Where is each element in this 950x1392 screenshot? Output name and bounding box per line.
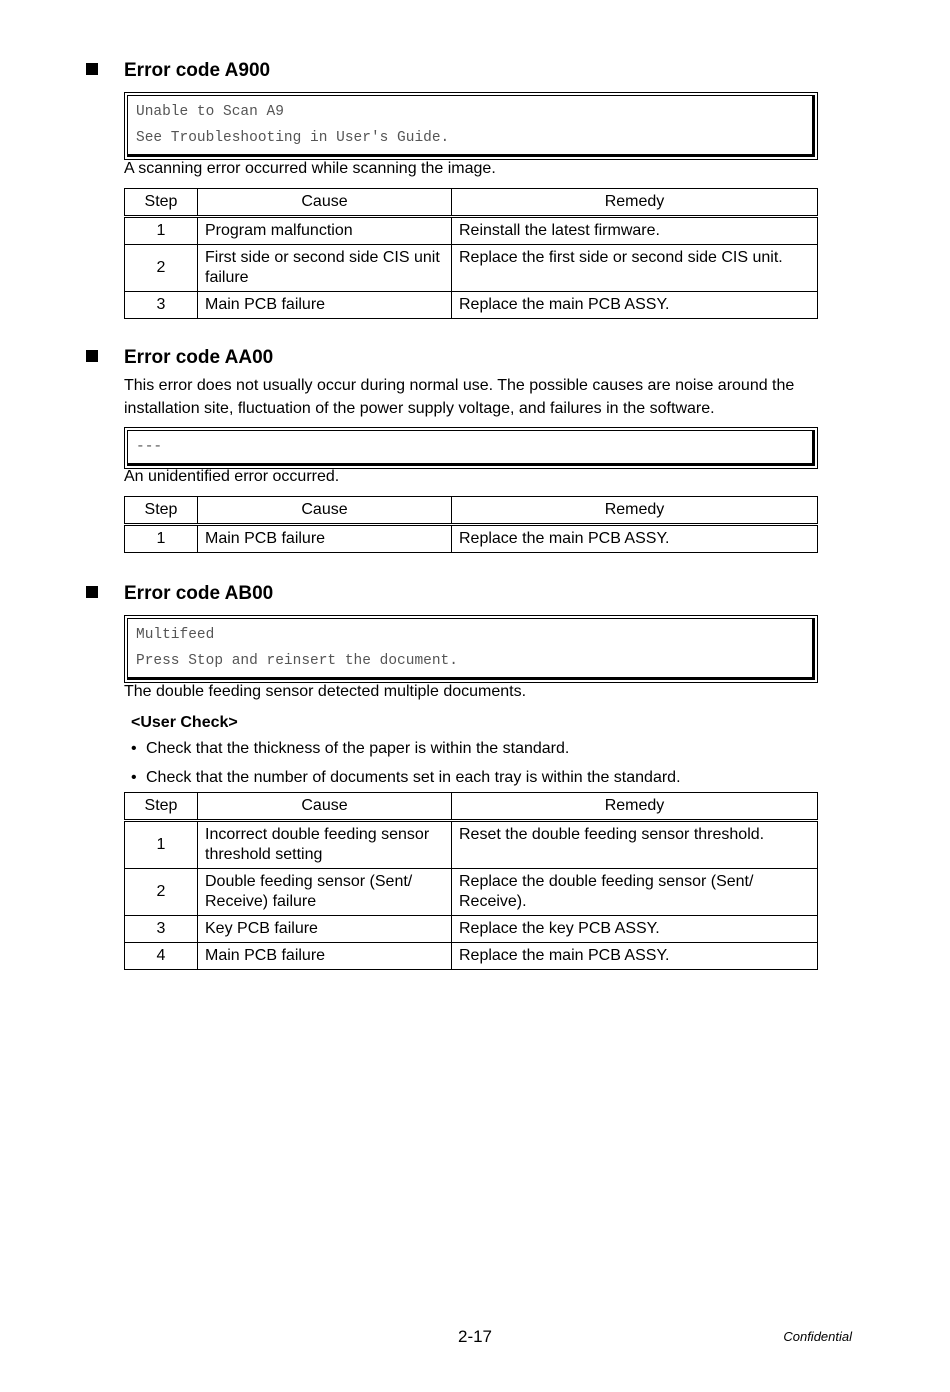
step-cell: 4 <box>125 943 198 970</box>
heading-text: Error code AB00 <box>124 583 274 604</box>
table-header-row <box>125 793 818 821</box>
lcd-line: Press Stop and reinsert the document. <box>136 653 458 669</box>
lcd-message-box <box>124 615 818 683</box>
section-heading <box>86 583 273 605</box>
remedy-cell: Replace the main PCB ASSY. <box>452 525 818 553</box>
step-cell: 1 <box>125 821 198 869</box>
table-row <box>125 821 818 869</box>
cause-cell: Main PCB failure <box>198 292 452 319</box>
cause-cell: First side or second side CIS unit failure <box>198 245 452 292</box>
user-check-item <box>131 740 569 758</box>
lcd-line: Unable to Scan A9 <box>136 104 284 120</box>
heading-text: Error code AA00 <box>124 347 274 368</box>
column-header-remedy: Remedy <box>452 189 818 217</box>
square-bullet-icon <box>86 586 98 598</box>
step-cell: 2 <box>125 869 198 916</box>
remedy-cell: Replace the main PCB ASSY. <box>452 292 818 319</box>
lcd-message-box <box>124 92 818 160</box>
remedy-cell: Replace the key PCB ASSY. <box>452 916 818 943</box>
column-header-step: Step <box>125 497 198 525</box>
error-description: An unidentified error occurred. <box>124 468 340 485</box>
cause-cell: Incorrect double feeding sensor threshold setting <box>198 821 452 869</box>
table-row <box>125 245 818 292</box>
remedy-cell: Replace the first side or second side CIS unit. <box>452 245 818 292</box>
cause-cell: Key PCB failure <box>198 916 452 943</box>
lcd-message-box <box>124 427 818 469</box>
error-intro: This error does not usually occur during normal use. The possible causes are noise around the installation site, fluctuation of the power supply voltage, and failures in the software. <box>124 377 795 417</box>
confidential-label: Confidential <box>783 1329 852 1344</box>
remedy-cell: Reset the double feeding sensor threshold. <box>452 821 818 869</box>
step-cell: 3 <box>125 292 198 319</box>
error-description: The double feeding sensor detected multiple documents. <box>124 683 527 700</box>
page-number: 2-17 <box>457 1327 493 1346</box>
step-cell: 1 <box>125 217 198 245</box>
lcd-line: Multifeed <box>136 627 215 643</box>
table-row <box>125 869 818 916</box>
column-header-remedy: Remedy <box>452 793 818 821</box>
section-heading <box>86 60 270 82</box>
user-check-text: Check that the number of documents set in each tray is within the standard. <box>146 769 681 786</box>
table-row <box>125 292 818 319</box>
table-header-row <box>125 497 818 525</box>
bullet-dot-icon: • <box>131 769 137 786</box>
error-table <box>124 496 818 553</box>
column-header-step: Step <box>125 189 198 217</box>
error-table <box>124 188 818 319</box>
square-bullet-icon <box>86 63 98 75</box>
table-row <box>125 525 818 553</box>
cause-cell: Main PCB failure <box>198 525 452 553</box>
user-check-item <box>131 769 681 787</box>
column-header-cause: Cause <box>198 793 452 821</box>
cause-cell: Main PCB failure <box>198 943 452 970</box>
heading-text: Error code A900 <box>124 60 271 81</box>
error-table <box>124 792 818 970</box>
table-header-row <box>125 189 818 217</box>
table-row <box>125 217 818 245</box>
user-check-title: <User Check> <box>131 714 238 731</box>
remedy-cell: Replace the double feeding sensor (Sent/ Receive). <box>452 869 818 916</box>
user-check-text: Check that the thickness of the paper is within the standard. <box>146 740 570 757</box>
column-header-step: Step <box>125 793 198 821</box>
remedy-cell: Reinstall the latest firmware. <box>452 217 818 245</box>
section-heading <box>86 347 273 369</box>
remedy-cell: Replace the main PCB ASSY. <box>452 943 818 970</box>
table-row <box>125 916 818 943</box>
column-header-remedy: Remedy <box>452 497 818 525</box>
cause-cell: Double feeding sensor (Sent/ Receive) failure <box>198 869 452 916</box>
step-cell: 2 <box>125 245 198 292</box>
step-cell: 3 <box>125 916 198 943</box>
bullet-dot-icon: • <box>131 740 137 757</box>
step-cell: 1 <box>125 525 198 553</box>
cause-cell: Program malfunction <box>198 217 452 245</box>
lcd-line: See Troubleshooting in User's Guide. <box>136 130 450 146</box>
column-header-cause: Cause <box>198 189 452 217</box>
error-description: A scanning error occurred while scanning the image. <box>124 160 496 177</box>
lcd-line: --- <box>136 439 163 455</box>
table-row <box>125 943 818 970</box>
column-header-cause: Cause <box>198 497 452 525</box>
square-bullet-icon <box>86 350 98 362</box>
